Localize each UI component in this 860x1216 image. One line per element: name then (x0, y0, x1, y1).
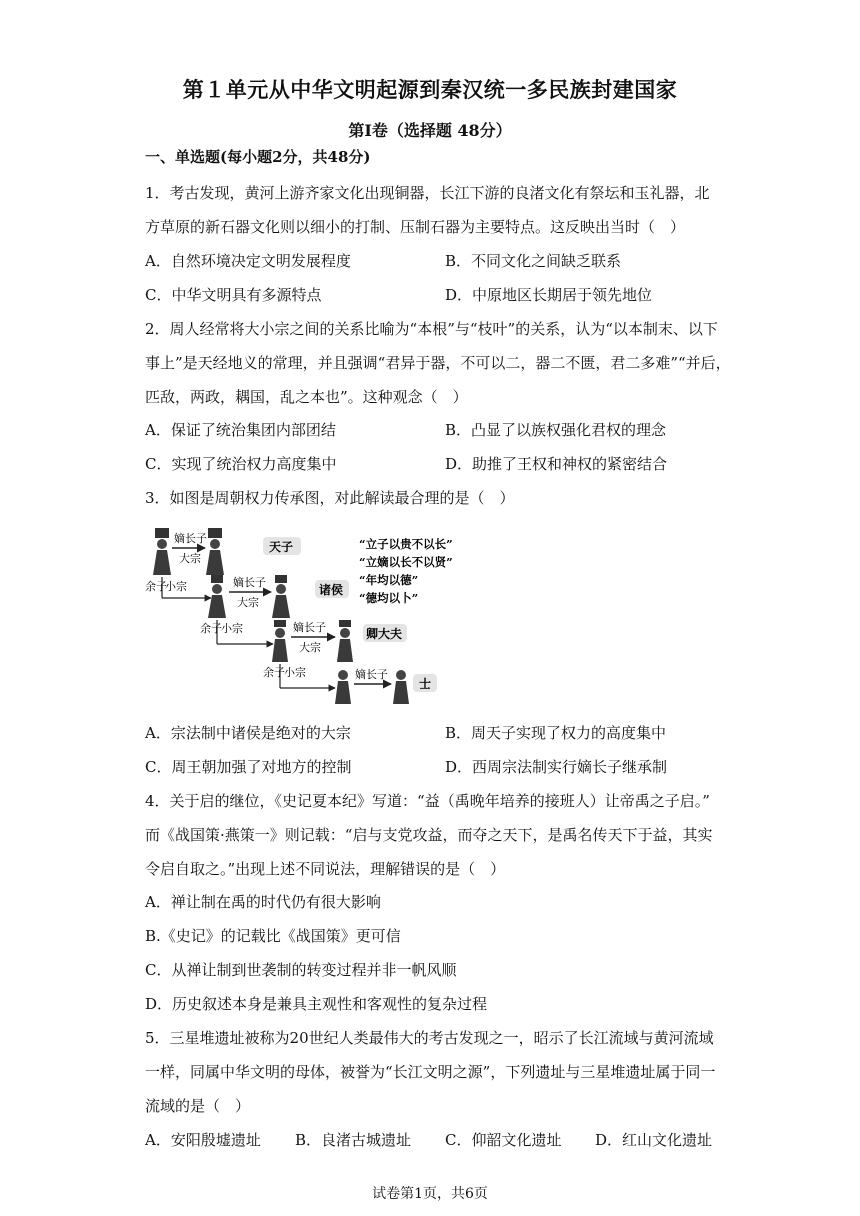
question-4-line-2: 而《战国策·燕策一》则记载：“启与支党攻益，而夺之天下，是禹名传天下于益，其实 (145, 826, 713, 844)
figure-shi-heir (393, 670, 409, 704)
question-1-option-b[interactable]: B．不同文化之间缺乏联系 (445, 252, 622, 270)
label-heir-3: 嫡长子 (293, 621, 326, 634)
quote-1: “立子以贵不以长” (359, 537, 453, 551)
question-5-option-a[interactable]: A．安阳殷墟遗址 (145, 1131, 261, 1149)
quote-2: “立嫡以长不以贤” (359, 555, 453, 569)
question-1-line-2: 方草原的新石器文化则以细小的打制、压制石器为主要特点。这反映出当时（ ） (145, 218, 686, 236)
succession-diagram (145, 520, 475, 710)
question-5-option-d[interactable]: D．红山文化遗址 (595, 1131, 713, 1149)
figure-shi-father (335, 670, 351, 704)
question-2-option-a[interactable]: A．保证了统治集团内部团结 (145, 421, 336, 439)
question-1-option-c[interactable]: C．中华文明具有多源特点 (145, 286, 322, 304)
label-other-1: 余子 (145, 580, 167, 593)
label-heir-4: 嫡长子 (355, 668, 388, 681)
question-2-line-2: 事上”是天经地义的常理，并且强调“君异于器，不可以二，器二不匮，君二多难”“并后， (145, 354, 731, 372)
question-3-option-a[interactable]: A．宗法制中诸侯是绝对的大宗 (145, 724, 351, 742)
figure-qingdafu-father (272, 620, 288, 662)
question-3-option-d[interactable]: D．西周宗法制实行嫡长子继承制 (445, 758, 668, 776)
question-2-option-b[interactable]: B．凸显了以族权强化君权的理念 (445, 421, 667, 439)
label-major-3: 大宗 (299, 641, 321, 654)
question-4-option-c[interactable]: C．从禅让制到世袭制的转变过程并非一帆风顺 (145, 961, 457, 979)
question-1-option-d[interactable]: D．中原地区长期居于领先地位 (445, 286, 653, 304)
question-4-option-b[interactable]: B.《史记》的记载比《战国策》更可信 (145, 927, 401, 945)
label-heir-1: 嫡长子 (174, 532, 207, 545)
question-1-option-a[interactable]: A．自然环境决定文明发展程度 (145, 252, 351, 270)
rank-label-qingdafu: 卿大夫 (366, 627, 403, 641)
question-2-line-1: 2．周人经常将大小宗之间的关系比喻为“本根”与“枝叶”的关系，认为“以本制末、以下 (145, 320, 718, 338)
question-2-option-d[interactable]: D．助推了王权和神权的紧密结合 (445, 455, 668, 473)
rank-label-zhuhou: 诸侯 (319, 583, 344, 597)
question-1-line-1: 1．考古发现，黄河上游齐家文化出现铜器，长江下游的良渚文化有祭坛和玉礼器，北 (145, 184, 710, 202)
question-4-option-a[interactable]: A．禅让制在禹的时代仍有很大影响 (145, 893, 381, 911)
question-2-option-c[interactable]: C．实现了统治权力高度集中 (145, 455, 337, 473)
question-4-line-1: 4．关于启的继位，《史记夏本纪》写道：“益（禹晚年培养的接班人）让帝禹之子启。” (145, 792, 710, 810)
question-4-option-d[interactable]: D．历史叙述本身是兼具主观性和客观性的复杂过程 (145, 995, 488, 1013)
page-title: 第１单元从中华文明起源到秦汉统一多民族封建国家 (182, 78, 678, 102)
label-minor-3: 小宗 (284, 666, 306, 679)
question-5-option-c[interactable]: C．仰韶文化遗址 (445, 1131, 562, 1149)
label-other-3: 余子 (263, 666, 285, 679)
question-4-line-3: 令启自取之。”出现上述不同说法，理解错误的是（ ） (145, 860, 506, 878)
label-major-1: 大宗 (179, 552, 201, 565)
question-2-line-3: 匹敌，两政，耦国，乱之本也”。这种观念（ ） (145, 388, 468, 406)
rank-label-shi: 士 (419, 677, 432, 691)
question-3-line-1: 3．如图是周朝权力传承图，对此解读最合理的是（ ） (145, 489, 515, 507)
quote-3: “年均以德” (359, 573, 419, 587)
question-3-option-b[interactable]: B．周天子实现了权力的高度集中 (445, 724, 667, 742)
question-3-option-c[interactable]: C．周王朝加强了对地方的控制 (145, 758, 352, 776)
figure-tianzi-heir (206, 528, 224, 575)
question-5-line-2: 一样，同属中华文明的母体，被誉为“长江文明之源”，下列遗址与三星堆遗址属于同一 (145, 1063, 716, 1081)
label-minor-2: 小宗 (221, 622, 243, 635)
figure-zhuhou-father (208, 575, 226, 618)
quote-4: “德均以卜” (359, 591, 419, 605)
label-major-2: 大宗 (237, 596, 259, 609)
question-5-line-3: 流域的是（ ） (145, 1097, 251, 1115)
rank-label-tianzi: 天子 (269, 540, 294, 554)
question-5-option-b[interactable]: B．良渚古城遗址 (295, 1131, 412, 1149)
label-heir-2: 嫡长子 (233, 576, 266, 589)
figure-zhuhou-heir (272, 575, 290, 618)
label-other-2: 余子 (200, 622, 222, 635)
question-5-line-1: 5．三星堆遗址被称为20世纪人类最伟大的考古发现之一，昭示了长江流域与黄河流域 (145, 1029, 714, 1047)
section-heading: 一、单选题(每小题2分，共48分) (145, 148, 371, 166)
page-footer: 试卷第1页，共6页 (372, 1186, 488, 1202)
figure-tianzi-father (153, 528, 171, 575)
paper-subtitle: 第Ⅰ卷（选择题 48分） (348, 121, 512, 140)
label-minor-1: 小宗 (165, 580, 187, 593)
figure-qingdafu-heir (337, 620, 353, 662)
